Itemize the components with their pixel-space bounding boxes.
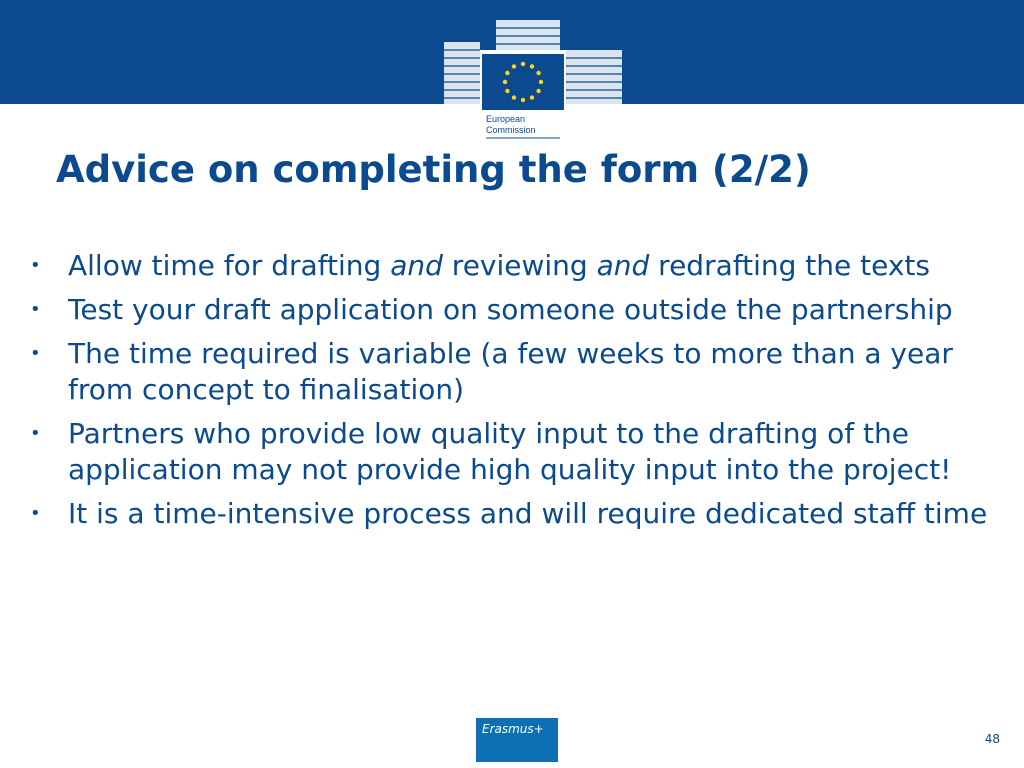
bullet-dot-icon: • <box>30 299 41 320</box>
bullet-text <box>68 293 953 326</box>
bullet-segment: The time required is variable (a few weeks to more than a year from concept to finalisation) <box>68 337 953 406</box>
bullet-segment: Allow time for drafting <box>68 249 391 282</box>
logo-line1: European <box>486 114 526 124</box>
bullet-segment: redrafting the texts <box>649 249 930 282</box>
bullet-dot-icon: • <box>30 503 41 524</box>
slide-title: Advice on completing the form (2/2) <box>56 148 811 191</box>
bullet-segment: Partners who provide low quality input to the drafting of the application may not provide high quality input into the project! <box>68 417 952 486</box>
erasmus-label: Erasmus+ <box>482 722 544 736</box>
bullet-text <box>68 249 930 282</box>
bullet-emphasis: and <box>596 249 650 282</box>
bullet-segment: reviewing <box>442 249 597 282</box>
bullet-segment: Test your draft application on someone outside the partnership <box>68 293 953 326</box>
bullet-dot-icon: • <box>30 255 41 276</box>
bullet-emphasis: and <box>390 249 443 282</box>
bullet-item <box>30 336 990 408</box>
bullet-text <box>68 497 987 530</box>
bullet-dot-icon: • <box>30 423 41 444</box>
bullet-item <box>30 416 990 488</box>
bullet-dot-icon: • <box>30 343 41 364</box>
bullet-segment: It is a time-intensive process and will require dedicated staff time <box>68 497 988 530</box>
logo-line2: Commission <box>486 125 536 135</box>
bullet-text <box>68 417 951 486</box>
european-commission-logo <box>444 20 622 146</box>
bullet-text <box>68 337 953 406</box>
page-number: 48 <box>984 732 1000 746</box>
bullet-item <box>30 496 990 532</box>
bullet-item <box>30 248 990 284</box>
erasmus-plus-logo <box>476 718 558 762</box>
bullet-item <box>30 292 990 328</box>
bullet-list <box>30 248 990 540</box>
